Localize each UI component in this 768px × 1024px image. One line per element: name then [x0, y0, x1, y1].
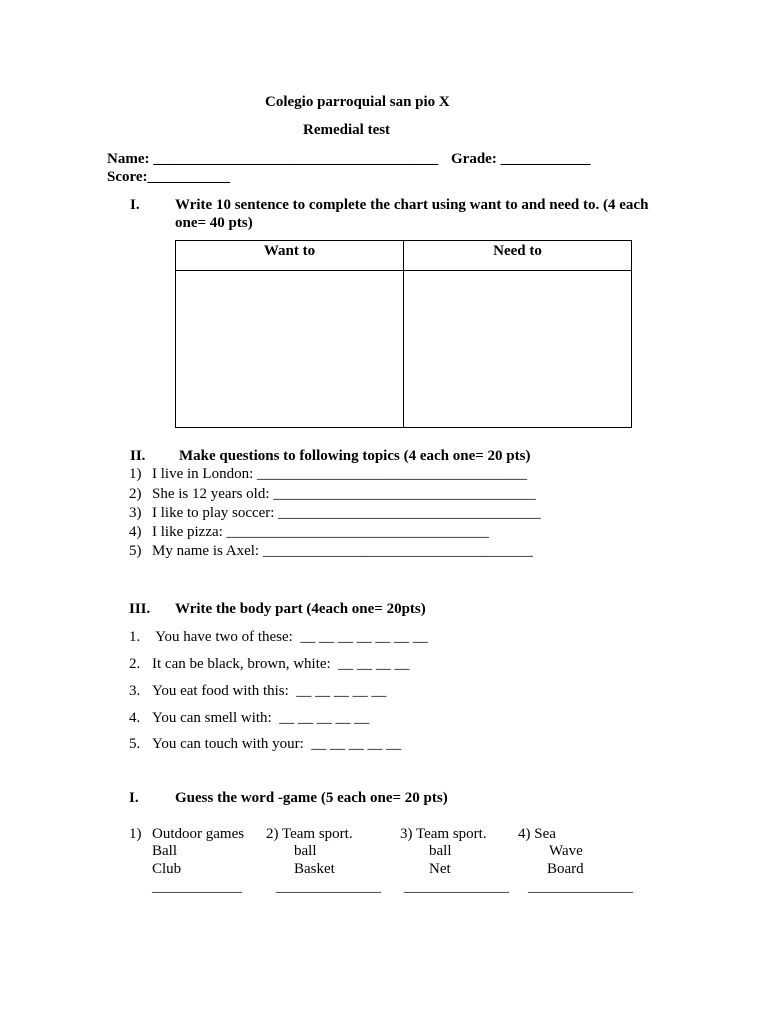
game-answer-line[interactable]: ______________	[404, 879, 509, 895]
section2-instruction: Make questions to following topics (4 each one= 20 pts)	[179, 448, 531, 464]
school-name: Colegio parroquial san pio X	[265, 94, 450, 110]
question-line[interactable]: I like pizza: ___________________________________	[152, 524, 490, 540]
game-answer-line[interactable]: ______________	[528, 879, 633, 895]
need-to-cell[interactable]	[404, 271, 632, 428]
game-answer-line[interactable]: ______________	[276, 879, 381, 895]
section3-instruction: Write the body part (4each one= 20pts)	[175, 601, 426, 617]
body-part-line[interactable]: You can touch with your: __ __ __ __ __	[152, 736, 402, 752]
game-answer-line[interactable]: ____________	[152, 879, 242, 895]
list-item: 3.	[129, 683, 141, 699]
question-line[interactable]: I live in London: ____________________________________	[152, 466, 527, 482]
need-to-header: Need to	[404, 241, 632, 271]
game-word: Basket	[294, 861, 335, 877]
want-need-chart	[175, 240, 632, 428]
name-field: Name: ______________________________________	[107, 151, 439, 167]
list-item: 4.	[129, 710, 141, 726]
game-title: 3) Team sport.	[400, 826, 487, 842]
game-word: Ball	[152, 843, 177, 859]
list-item: 2.	[129, 656, 141, 672]
list-item: 4)	[129, 524, 142, 540]
want-to-cell[interactable]	[176, 271, 404, 428]
list-item: 3)	[129, 505, 142, 521]
list-item: 5.	[129, 736, 141, 752]
body-part-line[interactable]: You can smell with: __ __ __ __ __	[152, 710, 370, 726]
game-word: ball	[429, 843, 452, 859]
body-part-line[interactable]: You eat food with this: __ __ __ __ __	[152, 683, 387, 699]
section1-numeral: I.	[130, 197, 140, 213]
game-word: Net	[429, 861, 451, 877]
game-word: Wave	[549, 843, 583, 859]
score-field: Score:___________	[107, 169, 231, 185]
want-to-header: Want to	[176, 241, 404, 271]
game-title: Outdoor games	[152, 826, 245, 842]
game-title: 4) Sea	[518, 826, 556, 842]
section1-instruction-line1: Write 10 sentence to complete the chart using want to and need to. (4 each	[175, 197, 649, 213]
list-item: 1)	[129, 826, 142, 842]
game-word: ball	[294, 843, 317, 859]
question-line[interactable]: I like to play soccer: ___________________________________	[152, 505, 541, 521]
section2-numeral: II.	[130, 448, 146, 464]
list-item: 1)	[129, 466, 142, 482]
section3-numeral: III.	[129, 601, 151, 617]
test-title: Remedial test	[303, 122, 391, 138]
list-item: 1.	[129, 629, 141, 645]
section4-instruction: Guess the word -game (5 each one= 20 pts)	[175, 790, 448, 806]
list-item: 2)	[129, 486, 142, 502]
question-line[interactable]: My name is Axel: ____________________________________	[152, 543, 533, 559]
game-word: Board	[547, 861, 584, 877]
section4-numeral: I.	[129, 790, 139, 806]
game-word: Club	[152, 861, 182, 877]
list-item: 5)	[129, 543, 142, 559]
game-title: 2) Team sport.	[266, 826, 353, 842]
body-part-line[interactable]: It can be black, brown, white: __ __ __ __	[152, 656, 410, 672]
section1-instruction-line2: one= 40 pts)	[175, 215, 253, 231]
grade-field: Grade: ____________	[451, 151, 591, 167]
body-part-line[interactable]: You have two of these: __ __ __ __ __ __ __	[152, 629, 428, 645]
question-line[interactable]: She is 12 years old: ___________________________________	[152, 486, 536, 502]
